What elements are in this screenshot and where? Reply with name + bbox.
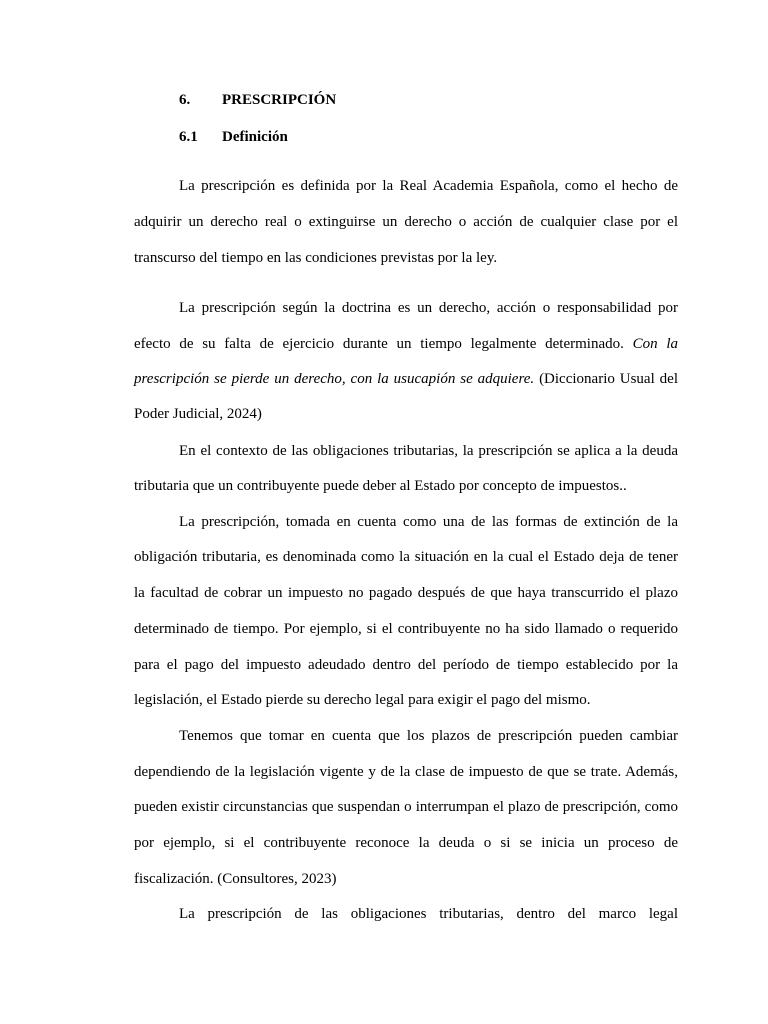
paragraph-line: para el pago del impuesto adeudado dentro del período de tiempo establecido por la <box>134 657 678 673</box>
subsection-number: 6.1 <box>179 129 198 145</box>
paragraph-line: La prescripción de las obligaciones tributarias, dentro del marco legal <box>179 906 678 922</box>
paragraph-line: adquirir un derecho real o extinguirse un derecho o acción de cualquier clase por el <box>134 214 678 230</box>
line-text: efecto de su falta de ejercicio durante un tiempo legalmente determinado. <box>134 336 624 352</box>
paragraph-line: la facultad de cobrar un impuesto no pagado después de que haya transcurrido el plazo <box>134 585 678 601</box>
paragraph-line: Tenemos que tomar en cuenta que los plazos de prescripción pueden cambiar <box>179 728 678 744</box>
paragraph-line: En el contexto de las obligaciones tributarias, la prescripción se aplica a la deuda <box>179 443 678 459</box>
paragraph-line: tributaria que un contribuyente puede deber al Estado por concepto de impuestos.. <box>134 478 627 494</box>
quote-text: Con la <box>632 336 678 352</box>
citation-text: (Diccionario Usual del <box>539 371 678 387</box>
section-title: PRESCRIPCIÓN <box>222 92 337 108</box>
subsection-heading <box>179 128 288 146</box>
section-number: 6. <box>179 92 191 108</box>
paragraph-line: determinado de tiempo. Por ejemplo, si el contribuyente no ha sido llamado o requerido <box>134 621 678 637</box>
paragraph-line: La prescripción según la doctrina es un derecho, acción o responsabilidad por <box>179 300 678 316</box>
paragraph-line: dependiendo de la legislación vigente y de la clase de impuesto de que se trate. Además, <box>134 764 678 780</box>
quote-text: prescripción se pierde un derecho, con la usucapión se adquiere. <box>134 371 535 387</box>
section-heading <box>179 91 336 109</box>
paragraph-line: por ejemplo, si el contribuyente reconoce la deuda o si se inicia un proceso de <box>134 835 678 851</box>
paragraph-line: Poder Judicial, 2024) <box>134 406 262 422</box>
paragraph-line <box>134 369 678 389</box>
paragraph-line: obligación tributaria, es denominada como la situación en la cual el Estado deja de tener <box>134 549 678 565</box>
paragraph-line: La prescripción, tomada en cuenta como una de las formas de extinción de la <box>179 514 678 530</box>
paragraph-line: transcurso del tiempo en las condiciones previstas por la ley. <box>134 250 498 266</box>
paragraph-line: La prescripción es definida por la Real Academia Española, como el hecho de <box>179 178 678 194</box>
paragraph-line: fiscalización. (Consultores, 2023) <box>134 871 337 887</box>
paragraph-line: pueden existir circunstancias que suspendan o interrumpan el plazo de prescripción, como <box>134 799 678 815</box>
paragraph-line <box>134 334 678 354</box>
paragraph-line: legislación, el Estado pierde su derecho legal para exigir el pago del mismo. <box>134 692 591 708</box>
subsection-title: Definición <box>222 129 288 145</box>
